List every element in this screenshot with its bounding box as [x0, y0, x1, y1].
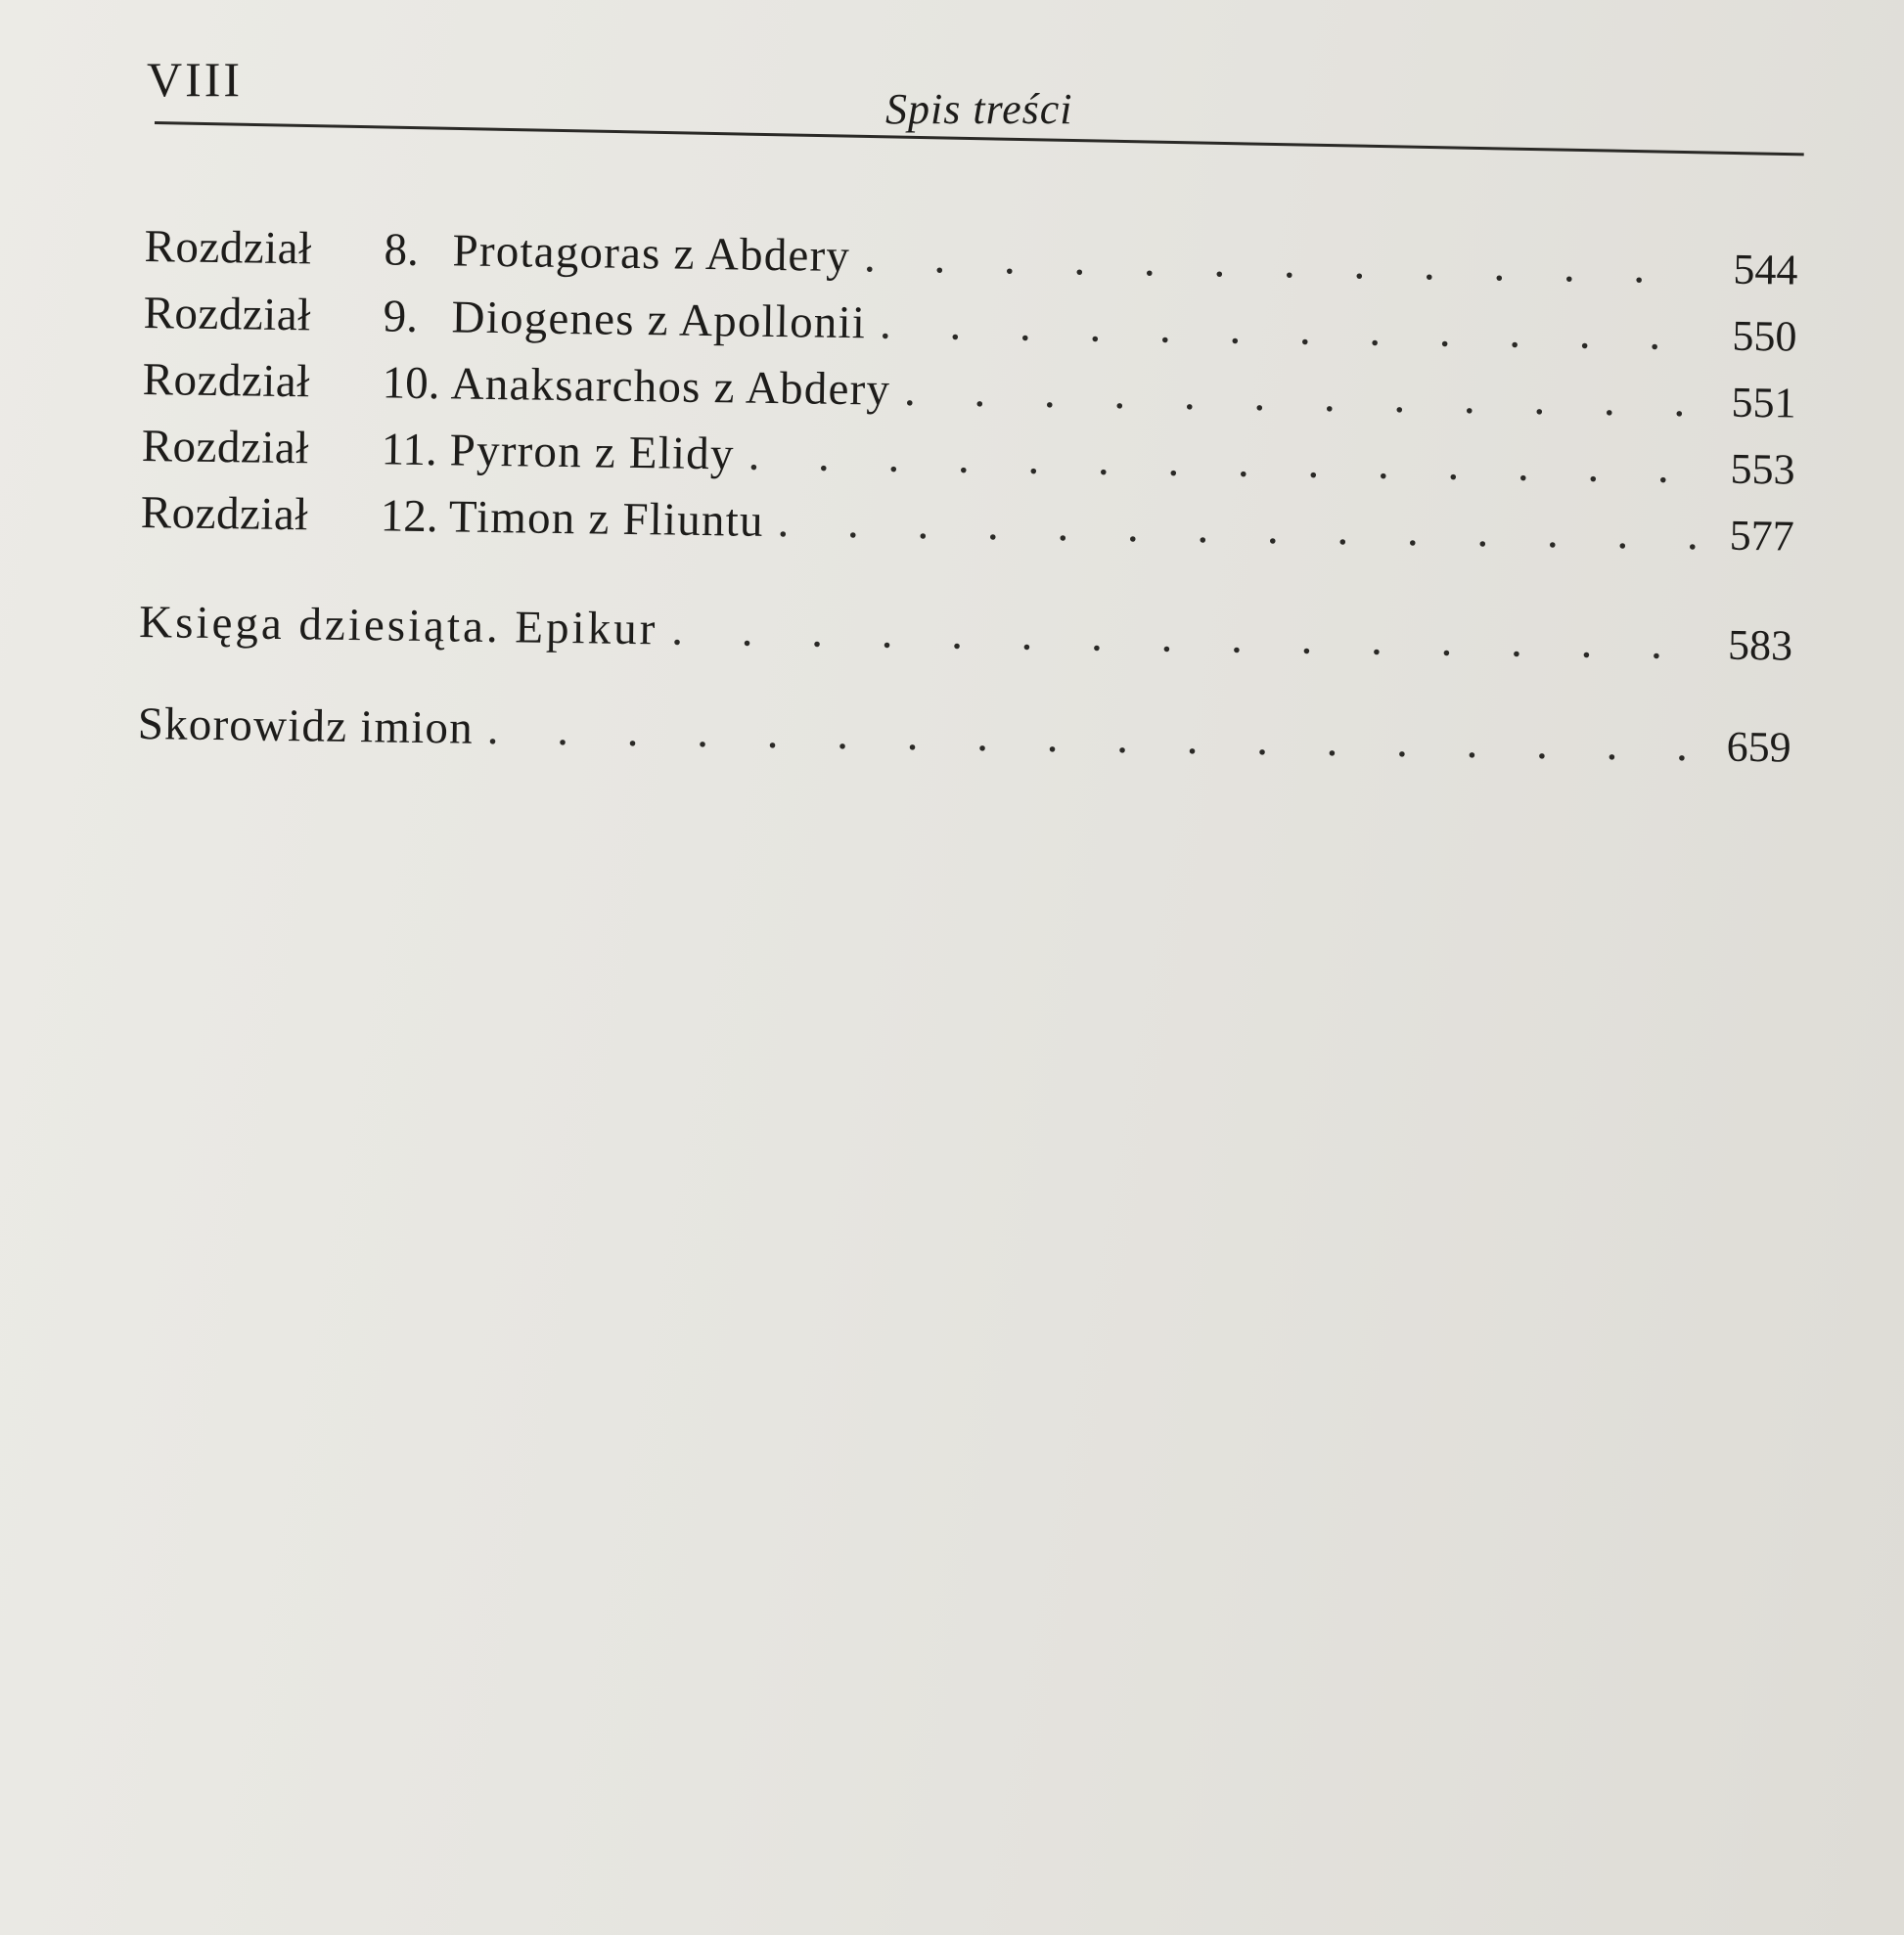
page-number: VIII: [147, 52, 244, 107]
entry-label: [141, 420, 735, 480]
entry-page-number: 544: [1733, 245, 1798, 294]
entry-page-number: 550: [1732, 311, 1797, 361]
entry-page-number: 551: [1731, 378, 1796, 428]
entry-label: [142, 353, 890, 417]
chapter-title: Timon z Fliuntu: [448, 491, 764, 547]
index-title: Skorowidz imion: [137, 698, 475, 754]
chapter-number: 10.: [382, 357, 440, 410]
chapter-title: Protagoras z Abdery: [452, 225, 851, 283]
entry-page-number: 659: [1726, 722, 1791, 772]
entry-page-number: 553: [1730, 444, 1795, 494]
dot-leader: [904, 364, 1704, 428]
running-head-title: Spis treści: [885, 85, 1073, 133]
chapter-prefix: Rozdział: [144, 220, 313, 275]
chapter-title: Diogenes z Apollonii: [451, 292, 867, 349]
chapter-title: Pyrron z Elidy: [449, 425, 736, 480]
chapter-title: Anaksarchos z Abdery: [450, 358, 891, 416]
chapter-prefix: Rozdział: [143, 287, 312, 341]
entry-label: [144, 220, 850, 283]
entry-page-number: 577: [1729, 511, 1794, 561]
chapter-prefix: Rozdział: [140, 486, 309, 541]
chapter-number: 12.: [380, 490, 438, 543]
chapter-number: 11.: [381, 424, 438, 476]
dot-leader: [864, 230, 1706, 294]
book-title: Księga dziesiąta. Epikur: [138, 596, 658, 655]
chapter-number: 9.: [383, 291, 419, 342]
entry-page-number: 583: [1727, 620, 1793, 670]
chapter-prefix: Rozdział: [142, 353, 311, 408]
chapter-prefix: Rozdział: [141, 420, 310, 474]
chapter-number: 8.: [384, 224, 420, 276]
entry-label: [140, 486, 764, 548]
entry-label: [143, 287, 866, 349]
dot-leader: [880, 296, 1705, 361]
table-of-contents: [137, 220, 1798, 788]
